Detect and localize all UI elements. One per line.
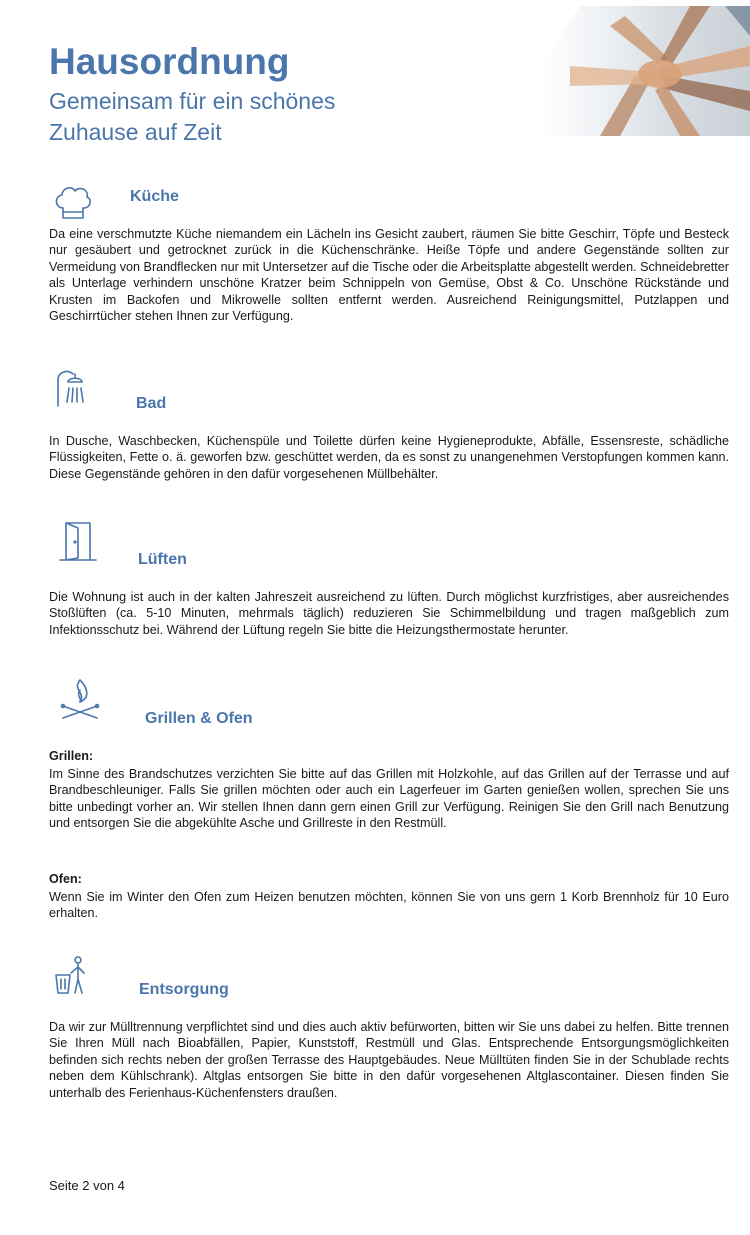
section-heading-kueche: Küche xyxy=(130,188,179,205)
shower-icon xyxy=(55,368,91,413)
section-heading-bad: Bad xyxy=(136,395,167,412)
section-heading-lueften: Lüften xyxy=(138,551,187,568)
header-photo-hands xyxy=(540,6,750,136)
door-icon xyxy=(58,520,98,567)
hands-illustration xyxy=(540,6,750,136)
page-title: Hausordnung xyxy=(49,41,290,82)
section-text-lueften: Die Wohnung ist auch in der kalten Jahreszeit ausreichend zu lüften. Durch möglichst kurzfristiges, aber ausreichendes Stoßlüften (ca. 5-10 Minuten, mehrmals täglich) reduzieren Sie Schimmelbildung und tragen maßgeblich zum Infektionsschutz bei. Während der Lüftung regeln Sie bitte die Heizungsthermostate herunter. xyxy=(49,590,729,637)
page-subtitle-line-2: Zuhause auf Zeit xyxy=(49,119,222,145)
section-text-bad: In Dusche, Waschbecken, Küchenspüle und Toilette dürfen keine Hygieneprodukte, Abfälle, Essensreste, schädliche Flüssigkeiten, Fette o. ä. geworfen bzw. geschüttet werden, da es sonst zu unangenehmen Verstopfungen kommen kann. Diese Gegenstände gehören in den dafür vorgesehenen Müllbehälter. xyxy=(49,434,729,481)
section-text-grillen: Im Sinne des Brandschutzes verzichten Sie bitte auf das Grillen mit Holzkohle, auf das Grillen auf der Terrasse und auf Brandbeschleuniger. Falls Sie grillen möchten oder auch ein Lagerfeuer im Garten genießen wollen, sprechen Sie uns bitte unbedingt vorher an. Wir stellen Ihnen dann gern einen Grill zur Verfügung. Reinigen Sie den Grill nach Benutzung und entsorgen Sie die abgekühlte Asche und Grillreste in den Restmüll. xyxy=(49,767,729,831)
section-text-ofen: Wenn Sie im Winter den Ofen zum Heizen benutzen möchten, können Sie von uns gern 1 Korb Brennholz für 10 Euro erhalten. xyxy=(49,890,729,921)
title-block xyxy=(49,40,335,148)
chef-hat-icon xyxy=(52,182,94,227)
subheading-ofen: Ofen: xyxy=(49,872,82,886)
waste-bin-icon xyxy=(54,955,88,1002)
section-text-kueche: Da eine verschmutzte Küche niemandem ein Lächeln ins Gesicht zaubert, räumen Sie bitte Geschirr, Töpfe und Besteck nur gesäubert und getrocknet zurück in die Küchenschränke. Heiße Töpfe und andere Gegenstände sollten zur Vermeidung von Brandflecken nur mit Untersetzer auf die Tische oder die Arbeitsplatte abgestellt werden. Schneidebretter als Unterlage verhindern unschöne Kratzer beim Schnippeln von Gemüse, Obst & Co. Unschöne Rückstände und Krusten im Backofen und Mikrowelle sollten entfernt werden. Ausreichend Reinigungsmittel, Putzlappen und Geschirrtücher stehen Ihnen zur Verfügung. xyxy=(49,227,729,324)
page-subtitle-line-1: Gemeinsam für ein schönes xyxy=(49,88,336,114)
section-text-entsorgung: Da wir zur Mülltrennung verpflichtet sind und dies auch aktiv befürworten, bitten wir Sie uns dabei zu helfen. Bitte trennen Sie Ihren Müll nach Bioabfällen, Papier, Kunststoff, Restmüll und Glas. Entsprechende Entsorgungsmöglichkeiten befinden sich rechts neben der großen Terrasse des Hauptgebäudes. Neue Mülltüten finden Sie in der Schublade rechts neben dem Kühlschrank). Altglas entsorgen Sie bitte in den dafür vorgesehenen Altglascontainer. Diesen finden Sie unterhalb des Ferienhaus-Küchenfensters draußen. xyxy=(49,1020,729,1100)
campfire-icon xyxy=(58,676,102,727)
page-number: Seite 2 von 4 xyxy=(49,1178,125,1193)
subheading-grillen: Grillen: xyxy=(49,749,94,763)
section-heading-grillen-ofen: Grillen & Ofen xyxy=(145,710,253,727)
section-heading-entsorgung: Entsorgung xyxy=(139,981,229,998)
